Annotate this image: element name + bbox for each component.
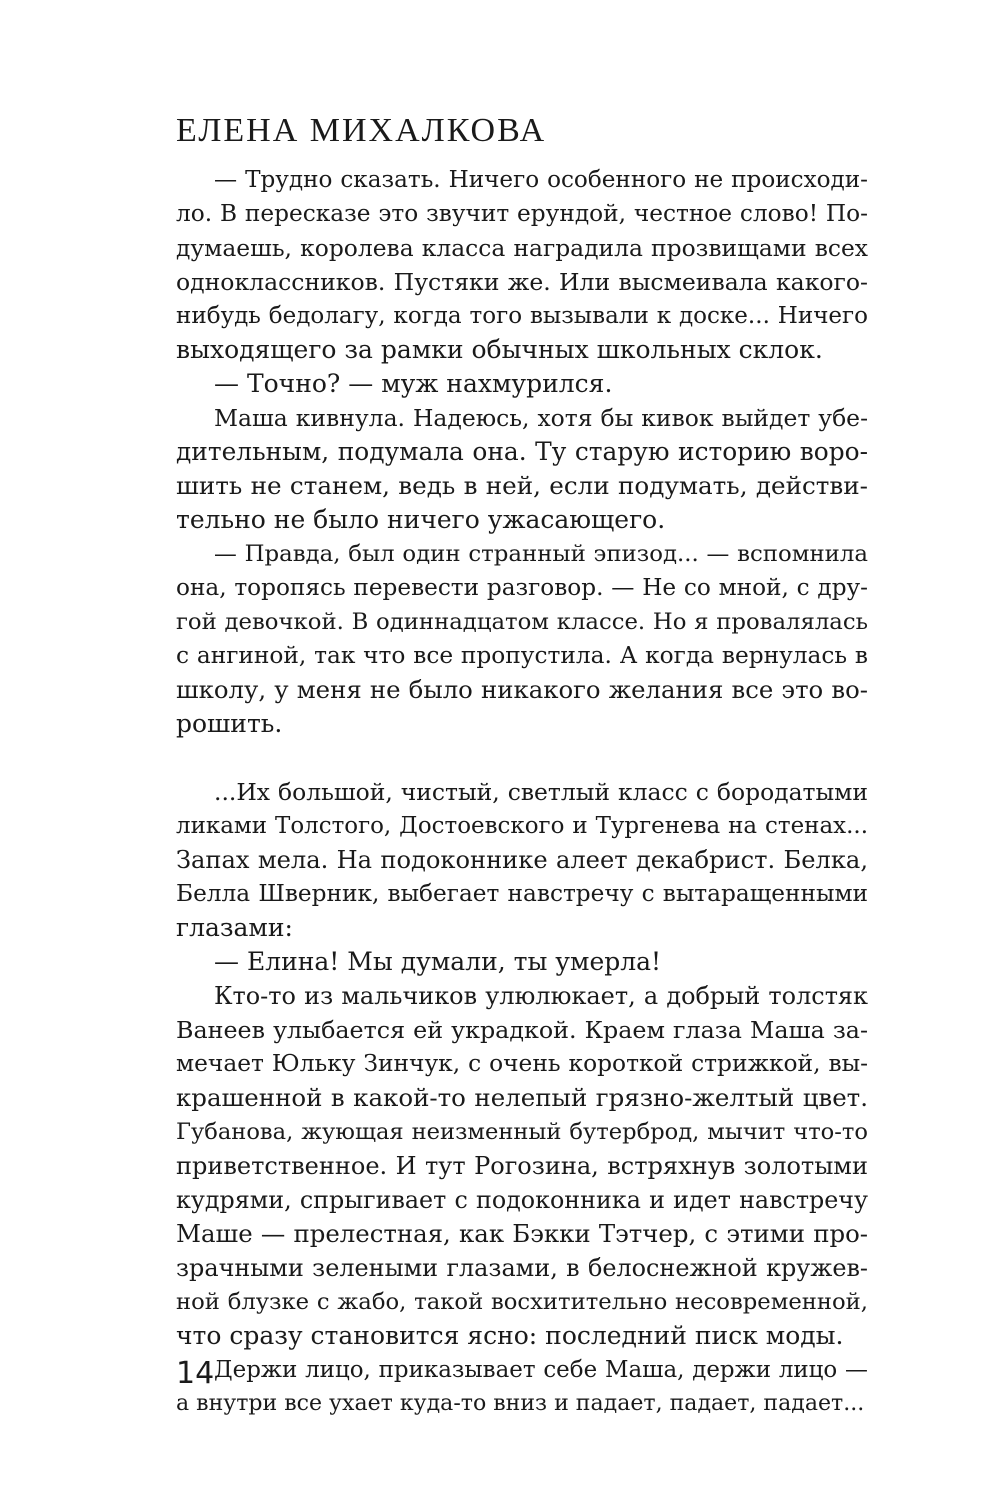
text-line: ной блузке с жабо, такой восхитительно несовременной,	[176, 1289, 868, 1315]
text-line: ...Их большой, чистый, светлый класс с бородатыми	[214, 778, 868, 806]
text-line: выходящего за рамки обычных школьных склок.	[176, 335, 823, 364]
text-line: приветственное. И тут Рогозина, встряхнув золотыми	[176, 1152, 868, 1180]
text-line: Губанова, жующая неизменный бутерброд, мычит что-то	[176, 1119, 868, 1145]
body-text	[176, 163, 868, 1421]
text-line: зрачными зелеными глазами, в белоснежной кружев-	[176, 1254, 868, 1282]
text-line: с ангиной, так что все пропустила. А когда вернулась в	[176, 642, 868, 669]
text-line: дительным, подумала она. Ту старую историю воро-	[176, 437, 868, 466]
text-line: думаешь, королева класса наградила прозвищами всех	[176, 234, 868, 262]
text-line: гой девочкой. В одиннадцатом классе. Но я провалялась	[176, 609, 868, 635]
text-line: что сразу становится ясно: последний писк моды.	[176, 1321, 844, 1350]
text-line: мечает Юльку Зинчук, с очень короткой стрижкой, вы-	[176, 1050, 868, 1077]
text-line: глазами:	[176, 913, 293, 942]
text-line: Маша кивнула. Надеюсь, хотя бы кивок выйдет убе-	[214, 404, 868, 432]
page-number: 14	[176, 1356, 215, 1391]
text-line: одноклассников. Пустяки же. Или высмеивала какого-	[176, 268, 868, 296]
text-line: Кто-то из мальчиков улюлюкает, а добрый толстяк	[214, 982, 868, 1010]
text-line: — Елина! Мы думали, ты умерла!	[214, 947, 662, 976]
text-line: школу, у меня не было никакого желания все это во-	[176, 675, 868, 704]
text-line: а внутри все ухает куда-то вниз и падает, падает, падает...	[176, 1391, 865, 1416]
text-line: шить не станем, ведь в ней, если подумать, действи-	[176, 471, 868, 500]
text-line: Держи лицо, приказывает себе Маша, держи лицо —	[214, 1357, 868, 1383]
text-line: — Правда, был один странный эпизод... — вспомнила	[214, 541, 868, 567]
text-line: ликами Толстого, Достоевского и Тургенева на стенах...	[176, 813, 868, 839]
text-line: нибудь бедолагу, когда того вызывали к доске... Ничего	[176, 303, 868, 329]
text-line: рошить.	[176, 709, 283, 738]
text-line: Белла Шверник, выбегает навстречу с вытаращенными	[176, 880, 868, 907]
text-line: кудрями, спрыгивает с подоконника и идет навстречу	[176, 1186, 868, 1214]
text-line: Запах мела. На подоконнике алеет декабрист. Белка,	[176, 846, 868, 874]
text-line: — Точно? — муж нахмурился.	[214, 369, 613, 398]
text-line: Ванеев улыбается ей украдкой. Краем глаза Маша за-	[176, 1016, 868, 1044]
text-line: — Трудно сказать. Ничего особенного не происходи-	[214, 167, 868, 193]
text-line: тельно не было ничего ужасающего.	[176, 505, 666, 534]
section-break	[176, 741, 868, 775]
text-line: Маше — прелестная, как Бэкки Тэтчер, с этими про-	[176, 1219, 868, 1248]
running-head: ЕЛЕНА МИХАЛКОВА	[176, 112, 547, 149]
text-line: ло. В пересказе это звучит ерундой, честное слово! По-	[176, 200, 868, 227]
text-line: крашенной в какой-то нелепый грязно-желтый цвет.	[176, 1083, 868, 1112]
text-line: она, торопясь перевести разговор. — Не со мной, с дру-	[176, 574, 868, 601]
